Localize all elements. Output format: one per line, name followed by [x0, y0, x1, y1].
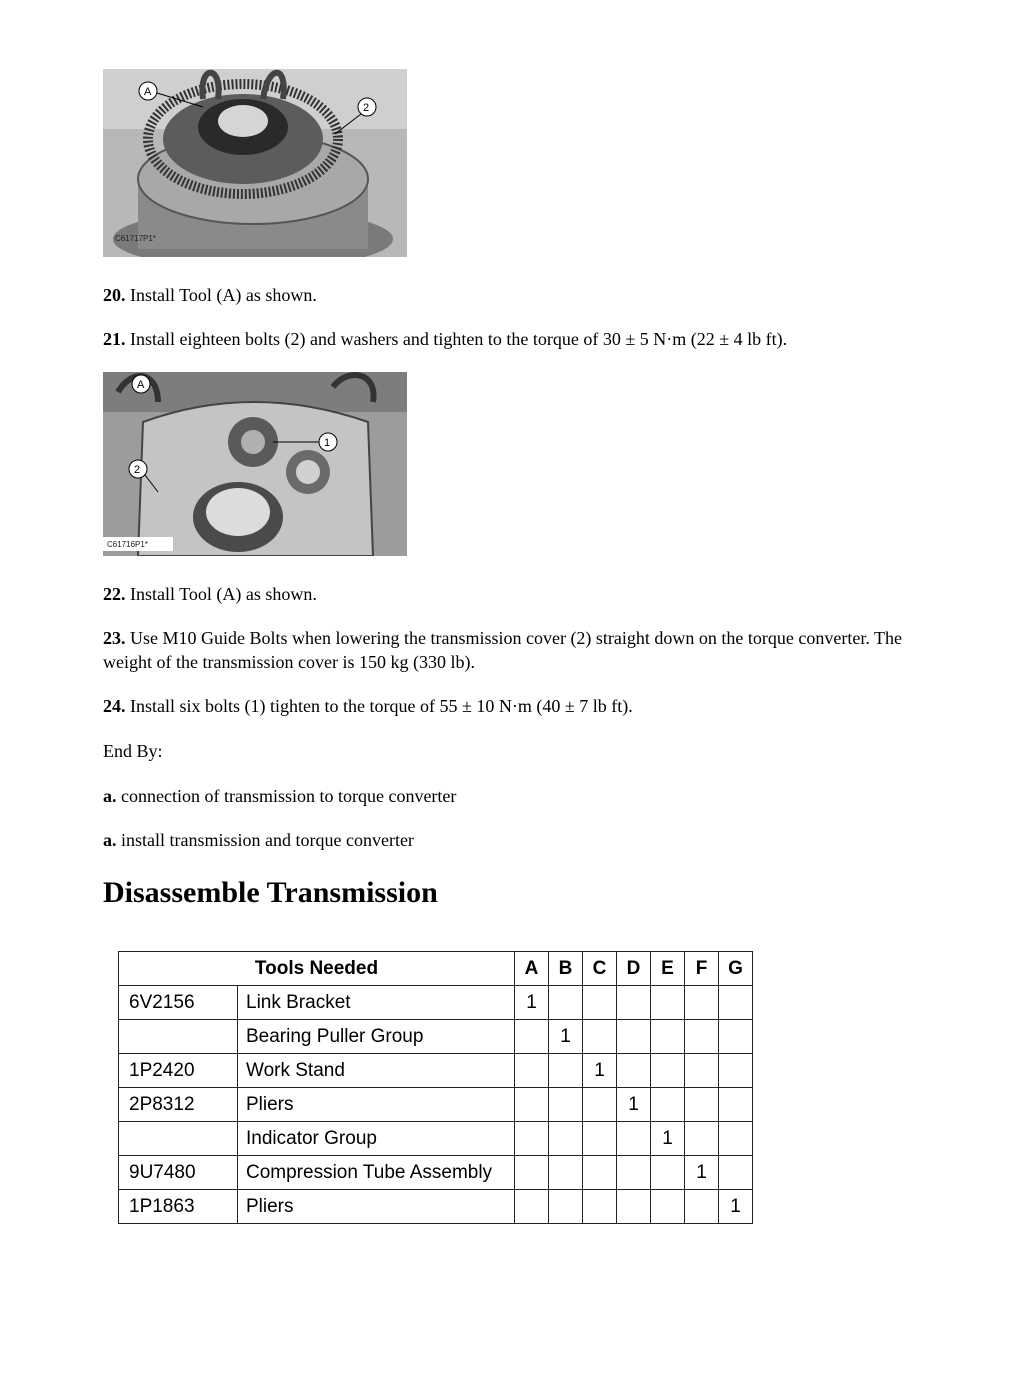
table-header-row: [119, 952, 753, 986]
qty-cell: [685, 1020, 719, 1054]
qty-cell: [549, 1190, 583, 1224]
figure-2-callout-a: A: [137, 379, 145, 391]
qty-cell: [515, 1122, 549, 1156]
column-header: F: [685, 952, 719, 986]
qty-cell: [549, 1054, 583, 1088]
qty-cell: [583, 1190, 617, 1224]
qty-cell: [685, 1054, 719, 1088]
qty-cell: [515, 1156, 549, 1190]
tool-name: Pliers: [238, 1088, 515, 1122]
column-header: A: [515, 952, 549, 986]
step-text: Install eighteen bolts (2) and washers and tighten to the torque of 30 ± 5 N·m (22 ± 4 lb ft).: [125, 329, 788, 349]
qty-cell: [549, 1156, 583, 1190]
item-marker: a.: [103, 786, 117, 806]
tools-needed-header: Tools Needed: [119, 952, 515, 986]
qty-cell: [583, 1122, 617, 1156]
step-number: 20.: [103, 285, 126, 305]
qty-cell: [515, 1020, 549, 1054]
figure-2-caption: C61716P1*: [107, 540, 148, 549]
tool-name: Link Bracket: [238, 986, 515, 1020]
qty-cell: [685, 1088, 719, 1122]
step-21: [103, 327, 923, 351]
qty-cell: [719, 1156, 753, 1190]
figure-1-photo: [103, 69, 407, 257]
qty-cell: [549, 986, 583, 1020]
qty-cell: [549, 1088, 583, 1122]
qty-cell: [549, 1122, 583, 1156]
figure-2-callout-2: 2: [134, 464, 141, 476]
table-row: [119, 1190, 753, 1224]
qty-cell: [515, 1054, 549, 1088]
end-by-link[interactable]: install transmission and torque converter: [116, 830, 414, 850]
end-by-item-2: [103, 828, 923, 852]
tool-name: Compression Tube Assembly: [238, 1156, 515, 1190]
qty-cell: [583, 1088, 617, 1122]
part-number: [119, 1122, 238, 1156]
qty-cell: [651, 1156, 685, 1190]
tool-name: Work Stand: [238, 1054, 515, 1088]
figure-1-caption: C61717P1*: [115, 234, 156, 243]
step-number: 23.: [103, 628, 126, 648]
step-22: [103, 582, 923, 606]
part-number: 9U7480: [119, 1156, 238, 1190]
tools-needed-table: [118, 951, 753, 1224]
qty-cell: [617, 1020, 651, 1054]
qty-cell: 1: [719, 1190, 753, 1224]
tool-name: Bearing Puller Group: [238, 1020, 515, 1054]
item-marker: a.: [103, 830, 117, 850]
column-header: B: [549, 952, 583, 986]
qty-cell: [651, 1054, 685, 1088]
table-row: [119, 1088, 753, 1122]
qty-cell: [651, 1088, 685, 1122]
figure-2-callout-1: 1: [324, 437, 331, 449]
qty-cell: [515, 1190, 549, 1224]
figure-2-photo: [103, 372, 407, 556]
qty-cell: 1: [549, 1020, 583, 1054]
column-header: G: [719, 952, 753, 986]
step-text: Use M10 Guide Bolts when lowering the transmission cover (2) straight down on the torque converter. The weight of the transmission cover is 150 kg (330 lb).: [103, 628, 903, 672]
part-number: 1P2420: [119, 1054, 238, 1088]
qty-cell: [617, 1054, 651, 1088]
table-row: [119, 1020, 753, 1054]
part-number: 1P1863: [119, 1190, 238, 1224]
column-header: D: [617, 952, 651, 986]
qty-cell: [617, 986, 651, 1020]
qty-cell: 1: [651, 1122, 685, 1156]
part-number: 2P8312: [119, 1088, 238, 1122]
tool-name: Pliers: [238, 1190, 515, 1224]
part-number: [119, 1020, 238, 1054]
qty-cell: 1: [685, 1156, 719, 1190]
end-by-link[interactable]: connection of transmission to torque converter: [116, 786, 457, 806]
end-by-label: End By:: [103, 741, 163, 761]
column-header: E: [651, 952, 685, 986]
qty-cell: 1: [617, 1088, 651, 1122]
figure-1-callout-2: 2: [363, 102, 370, 114]
column-header: C: [583, 952, 617, 986]
table-row: [119, 1122, 753, 1156]
step-text: Install Tool (A) as shown.: [125, 285, 317, 305]
qty-cell: [719, 986, 753, 1020]
step-number: 22.: [103, 584, 126, 604]
qty-cell: [719, 1054, 753, 1088]
qty-cell: 1: [515, 986, 549, 1020]
qty-cell: [651, 1020, 685, 1054]
table-row: [119, 986, 753, 1020]
qty-cell: [651, 1190, 685, 1224]
part-number: 6V2156: [119, 986, 238, 1020]
step-text: Install Tool (A) as shown.: [125, 584, 317, 604]
end-by-item-1: [103, 784, 923, 808]
step-number: 24.: [103, 696, 126, 716]
qty-cell: [651, 986, 685, 1020]
qty-cell: [617, 1122, 651, 1156]
table-row: [119, 1156, 753, 1190]
qty-cell: [685, 1190, 719, 1224]
section-title: Disassemble Transmission: [103, 876, 438, 909]
qty-cell: [685, 1122, 719, 1156]
step-number: 21.: [103, 329, 126, 349]
table-row: [119, 1054, 753, 1088]
qty-cell: [583, 1156, 617, 1190]
figure-1-callout-a: A: [144, 86, 152, 98]
qty-cell: [583, 986, 617, 1020]
qty-cell: [515, 1088, 549, 1122]
qty-cell: [617, 1190, 651, 1224]
step-text: Install six bolts (1) tighten to the torque of 55 ± 10 N·m (40 ± 7 lb ft).: [125, 696, 633, 716]
step-20: [103, 283, 923, 307]
qty-cell: [719, 1020, 753, 1054]
step-23: [103, 626, 903, 674]
qty-cell: [583, 1020, 617, 1054]
tool-name: Indicator Group: [238, 1122, 515, 1156]
qty-cell: [617, 1156, 651, 1190]
qty-cell: 1: [583, 1054, 617, 1088]
step-24: [103, 694, 923, 718]
qty-cell: [719, 1088, 753, 1122]
qty-cell: [685, 986, 719, 1020]
qty-cell: [719, 1122, 753, 1156]
